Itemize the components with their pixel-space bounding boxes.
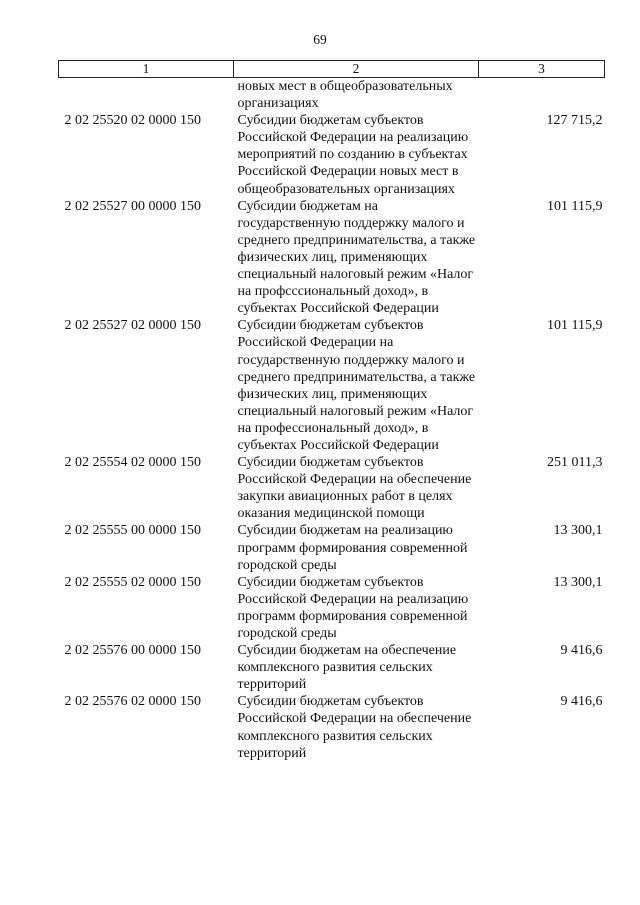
row-amount <box>479 78 605 113</box>
row-continuation-name: новых мест в общеобразовательных организациях <box>237 79 453 112</box>
table-row <box>59 112 605 197</box>
row-amount: 101 115,9 <box>547 318 603 334</box>
table-row <box>59 693 605 761</box>
row-amount: 9 416,6 <box>560 643 603 659</box>
row-name: Субсидии бюджетам субъектов Российской Федерации на реализацию программ формирования современной городской среды <box>237 574 469 641</box>
table-header-row <box>59 61 605 78</box>
row-code: 2 02 25555 00 0000 150 <box>64 523 201 539</box>
row-name: Субсидии бюджетам на реализацию программ формирования современной городской среды <box>237 523 468 573</box>
page-number: 69 <box>313 32 327 47</box>
table-header <box>59 61 605 78</box>
row-code: 2 02 25576 02 0000 150 <box>64 694 201 710</box>
row-amount: 127 715,2 <box>546 113 603 129</box>
row-amount: 251 011,3 <box>547 455 603 471</box>
row-code: 2 02 25527 00 0000 150 <box>64 198 201 214</box>
row-code: 2 02 25520 02 0000 150 <box>64 113 201 129</box>
row-amount: 13 300,1 <box>553 574 603 590</box>
row-amount: 13 300,1 <box>553 523 603 539</box>
table-row <box>59 642 605 693</box>
table-row <box>59 317 605 454</box>
table-body <box>59 78 605 762</box>
table-row <box>59 522 605 573</box>
row-code: 2 02 25555 02 0000 150 <box>64 574 201 590</box>
row-code: 2 02 25527 02 0000 150 <box>64 318 201 334</box>
row-code: 2 02 25576 00 0000 150 <box>64 643 201 659</box>
row-name: Субсидии бюджетам субъектов Российской Федерации на реализацию мероприятий по созданию в субъектах Российской Федерации новых мест в общеобразовательных организациях <box>237 113 469 197</box>
row-name: Субсидии бюджетам на государственную поддержку малого и среднего предпринимательства, а также физических лиц, применяющих специальный налоговый режим «Налог на профсссиональный доход», в субъектах Российской Федерации <box>237 198 476 317</box>
column-header-2: 2 <box>234 61 479 78</box>
row-name: Субсидии бюджетам субъектов Российской Федерации на обеспечение закупки авиационных работ в целях оказания медицинской помощи <box>237 455 472 522</box>
table-row <box>59 198 605 318</box>
column-header-3: 3 <box>479 61 605 78</box>
table-row <box>59 454 605 522</box>
column-header-1: 1 <box>59 61 234 78</box>
row-name: Субсидии бюджетам на обеспечение комплексного развития сельских территорий <box>237 643 457 693</box>
row-code <box>59 78 234 113</box>
row-amount: 9 416,6 <box>560 694 603 710</box>
row-code: 2 02 25554 02 0000 150 <box>64 455 201 471</box>
row-name: Субсидии бюджетам субъектов Российской Федерации на государственную поддержку малого и среднего предпринимательства, а также физических лиц, применяющих специальный налоговый режим «Налог на профессиональный доход», в субъектах Российской Федерации <box>237 318 476 453</box>
budget-revenue-table <box>58 60 605 762</box>
row-name: Субсидии бюджетам субъектов Российской Федерации на обеспечение комплексного развития сельских территорий <box>237 694 472 761</box>
table-row <box>59 574 605 642</box>
continuation-row <box>59 78 605 113</box>
row-amount: 101 115,9 <box>547 198 603 214</box>
